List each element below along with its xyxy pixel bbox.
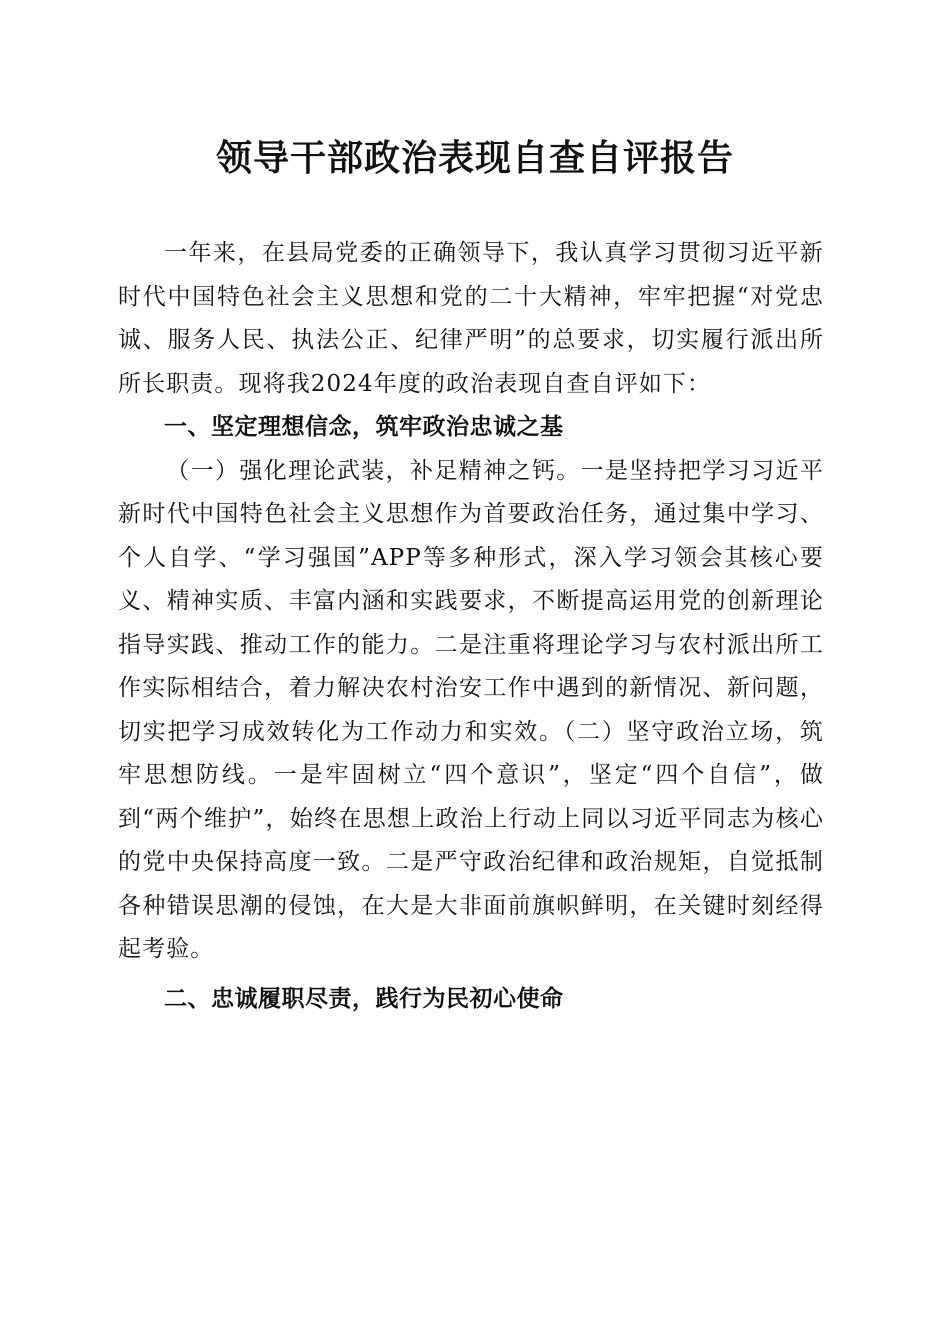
section-heading-2: 二、忠诚履职尽责，践行为民初心使命: [164, 985, 564, 1012]
document-title: 领导干部政治表现自查自评报告: [215, 137, 734, 179]
document-body: [118, 232, 824, 1021]
section-1-paragraph: （一）强化理论武装，补足精神之钙。一是坚持把学习习近平新时代中国特色社会主义思想作为首要政治任务，通过集中学习、个人自学、“学习强国”APP等多种形式，深入学习领会其核心要义、精神实质、丰富内涵和实践要求，不断提高运用党的创新理论指导实践、推动工作的能力。二是注重将理论学习与农村派出所工作实际相结合，着力解决农村治安工作中遇到的新情况、新问题，切实把学习成效转化为工作动力和实效。（二）坚守政治立场，筑牢思想防线。一是牢固树立“四个意识”，坚定“四个自信”，做到“两个维护”，始终在思想上政治上行动上同以习近平同志为核心的党中央保持高度一致。二是严守政治纪律和政治规矩，自觉抵制各种错误思潮的侵蚀，在大是大非面前旗帜鲜明，在关键时刻经得起考验。: [118, 457, 824, 962]
intro-paragraph: 一年来，在县局党委的正确领导下，我认真学习贯彻习近平新时代中国特色社会主义思想和党的二十大精神，牢牢把握“对党忠诚、服务人民、执法公正、纪律严明”的总要求，切实履行派出所所长职责。现将我2024年度的政治表现自查自评如下：: [118, 240, 824, 397]
section-heading-1: 一、坚定理想信念，筑牢政治忠诚之基: [164, 414, 564, 440]
